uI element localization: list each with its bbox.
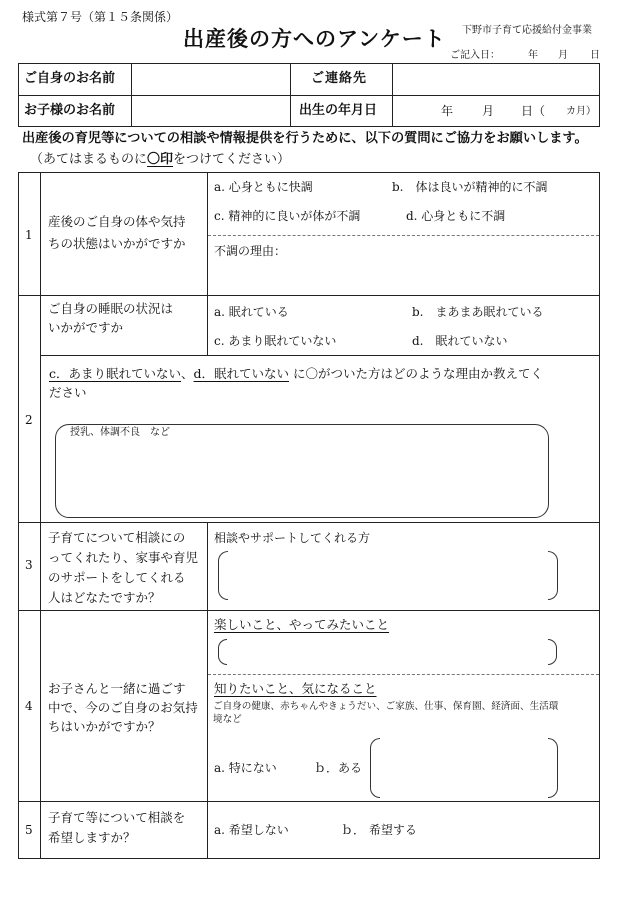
- question-text: お子さんと一緒に過ごす: [48, 681, 186, 696]
- concerns-label: 知りたいこと、気になること: [214, 681, 377, 696]
- follow-up-question: c．あまり眠れていない、d．眠れていない に〇がついた方はどのような理由か教えてく: [49, 366, 544, 381]
- form-number: 様式第７号（第１５条関係）: [22, 10, 179, 24]
- question-text: 子育てについて相談にの: [48, 530, 186, 545]
- contact-field[interactable]: [394, 65, 598, 93]
- entry-date-day: 日: [590, 50, 600, 61]
- contact-label: ご連絡先: [311, 71, 368, 86]
- fun-things-field[interactable]: [229, 640, 546, 662]
- entry-date-year: 年: [528, 50, 538, 61]
- question-number: 5: [25, 823, 33, 837]
- child-name-field[interactable]: [133, 97, 288, 125]
- entry-date-label: ご記入日：: [450, 50, 500, 61]
- birth-date-label: 出生の年月日: [299, 103, 378, 118]
- option-a[interactable]: a. 心身ともに快調: [214, 180, 313, 194]
- birth-month-unit: 月: [482, 104, 495, 118]
- option-a[interactable]: a. 希望しない: [214, 823, 289, 837]
- reason-label: 不調の理由：: [214, 244, 287, 258]
- birth-day-unit: 日（: [521, 104, 546, 118]
- question-text: いかがですか: [48, 320, 124, 335]
- page-title: 出産後の方へのアンケート: [183, 26, 446, 51]
- fun-things-label: 楽しいこと、やってみたいこと: [214, 617, 390, 632]
- question-text: ってくれたり、家事や育児: [48, 550, 199, 565]
- bracket-left: [218, 551, 228, 600]
- program-name: 下野市子育て応援給付金事業: [462, 25, 592, 36]
- question-number: 4: [25, 699, 33, 713]
- option-b[interactable]: b. まあまあ眠れている: [412, 305, 544, 319]
- question-text: 希望しますか？: [48, 830, 136, 845]
- birth-age-unit: カ月）: [566, 106, 596, 117]
- bracket-right: [548, 551, 558, 600]
- question-text: 中で、今のご自身のお気持: [48, 700, 198, 715]
- question-number: 1: [25, 228, 33, 242]
- concerns-field[interactable]: [382, 740, 546, 794]
- question-text: 産後のご自身の体や気持: [48, 214, 186, 229]
- birth-year-unit: 年: [441, 104, 454, 118]
- self-name-field[interactable]: [133, 65, 288, 93]
- instruction-mark-note: （あてはまるものに〇印をつけてください）: [30, 152, 291, 167]
- support-label: 相談やサポートしてくれる方: [214, 531, 371, 545]
- option-c[interactable]: c. あまり眠れていない: [214, 334, 337, 348]
- option-d[interactable]: d. 眠れていない: [412, 334, 508, 348]
- question-number: 2: [25, 413, 33, 427]
- sleep-reason-field[interactable]: [55, 424, 549, 518]
- question-text: ちの状態はいかがですか: [48, 236, 186, 251]
- option-a[interactable]: a. 特にない: [214, 761, 277, 775]
- question-text: のサポートをしてくれる: [48, 570, 186, 585]
- instruction-text: 出産後の育児等についての相談や情報提供を行うために、以下の質問にご協力をお願いします。: [22, 131, 588, 146]
- option-b[interactable]: ｂ． 希望する: [341, 823, 417, 837]
- option-a[interactable]: a. 眠れている: [214, 305, 289, 319]
- option-c[interactable]: c. 精神的に良いが体が不調: [214, 209, 361, 223]
- follow-up-question: ださい: [49, 385, 87, 400]
- support-person-field[interactable]: [230, 553, 546, 596]
- self-name-label: ご自身のお名前: [24, 71, 116, 86]
- option-b[interactable]: ｂ．ある: [314, 761, 363, 775]
- bracket-left: [218, 639, 227, 665]
- bracket-right: [548, 639, 557, 665]
- question-text: ご自身の睡眠の状況は: [48, 301, 174, 316]
- question-text: 子育て等について相談を: [48, 810, 186, 825]
- reason-field[interactable]: [290, 240, 595, 290]
- bracket-right: [548, 738, 558, 798]
- question-text: 人はどなたですか？: [48, 590, 161, 605]
- question-number: 3: [25, 558, 33, 572]
- concerns-hint: 境など: [213, 714, 242, 725]
- option-b[interactable]: b. 体は良いが精神的に不調: [392, 180, 548, 194]
- child-name-label: お子様のお名前: [24, 103, 116, 118]
- question-text: ちはいかがですか？: [48, 719, 161, 734]
- entry-date-month: 月: [558, 50, 568, 61]
- example-hint: 授乳、体調不良 など: [70, 427, 170, 438]
- option-d[interactable]: d. 心身ともに不調: [406, 209, 506, 223]
- concerns-hint: ご自身の健康、赤ちゃんやきょうだい、ご家族、仕事、保育園、経済面、生活環: [213, 701, 559, 712]
- bracket-left: [370, 738, 380, 798]
